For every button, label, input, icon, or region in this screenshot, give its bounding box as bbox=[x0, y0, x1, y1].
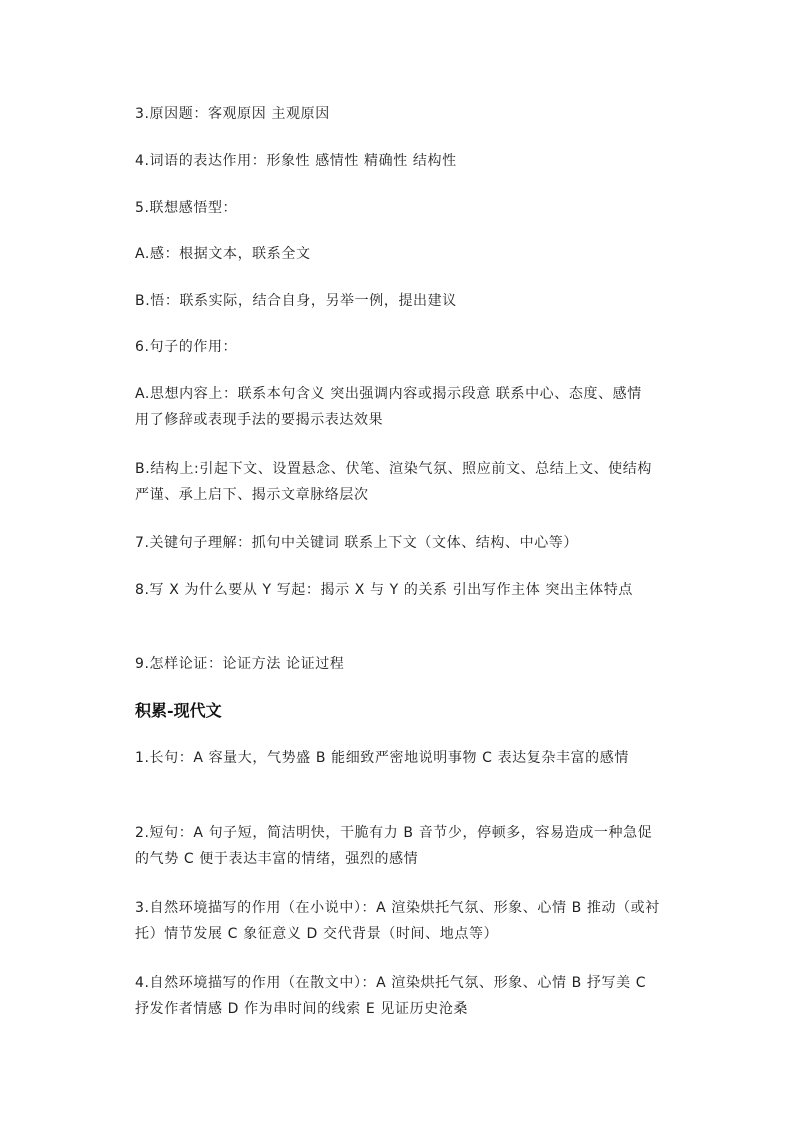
line-short-sentence: 2.短句：A 句子短，简洁明快，干脆有力 B 音节少，停顿多，容易造成一种急促的气势 C 便于表达丰富的情绪，强烈的感情 bbox=[135, 825, 653, 867]
line-nature-essay: 4.自然环境描写的作用（在散文中）：A 渲染烘托气氛、形象、心情 B 抒写美 C 抒发作者情感 D 作为串时间的线索 E 见证历史沧桑 bbox=[135, 975, 647, 1017]
section-heading: 积累-现代文 bbox=[135, 701, 222, 720]
line-word-function: 4.词语的表达作用：形象性 感情性 精确性 结构性 bbox=[135, 153, 457, 169]
line-structure-aspect: B.结构上:引起下文、设置悬念、伏笔、渲染气氛、照应前文、总结上文、使结构严谨、承上启下、揭示文章脉络层次 bbox=[135, 461, 652, 503]
line-reason-question: 3.原因题：客观原因 主观原因 bbox=[135, 106, 330, 122]
line-key-sentence: 7.关键句子理解：抓句中关键词 联系上下文（文体、结构、中心等） bbox=[135, 535, 579, 551]
line-long-sentence: 1.长句：A 容量大，气势盛 B 能细致严密地说明事物 C 表达复杂丰富的感情 bbox=[135, 750, 629, 766]
line-content-aspect: A.思想内容上：联系本句含义 突出强调内容或揭示段意 联系中心、态度、感情 用了修辞或表现手法的要揭示表达效果 bbox=[135, 386, 642, 428]
line-feeling: A.感：根据文本，联系全文 bbox=[135, 246, 311, 262]
line-association-type: 5.联想感悟型： bbox=[135, 200, 238, 216]
line-sentence-function: 6.句子的作用： bbox=[135, 339, 238, 355]
line-write-x-from-y: 8.写 X 为什么要从 Y 写起：揭示 X 与 Y 的关系 引出写作主体 突出主体特点 bbox=[135, 582, 633, 598]
line-insight: B.悟：联系实际，结合自身，另举一例，提出建议 bbox=[135, 293, 457, 309]
line-nature-novel: 3.自然环境描写的作用（在小说中）：A 渲染烘托气氛、形象、心情 B 推动（或衬托）情节发展 C 象征意义 D 交代背景（时间、地点等） bbox=[135, 900, 660, 942]
line-argumentation: 9.怎样论证：论证方法 论证过程 bbox=[135, 656, 345, 672]
